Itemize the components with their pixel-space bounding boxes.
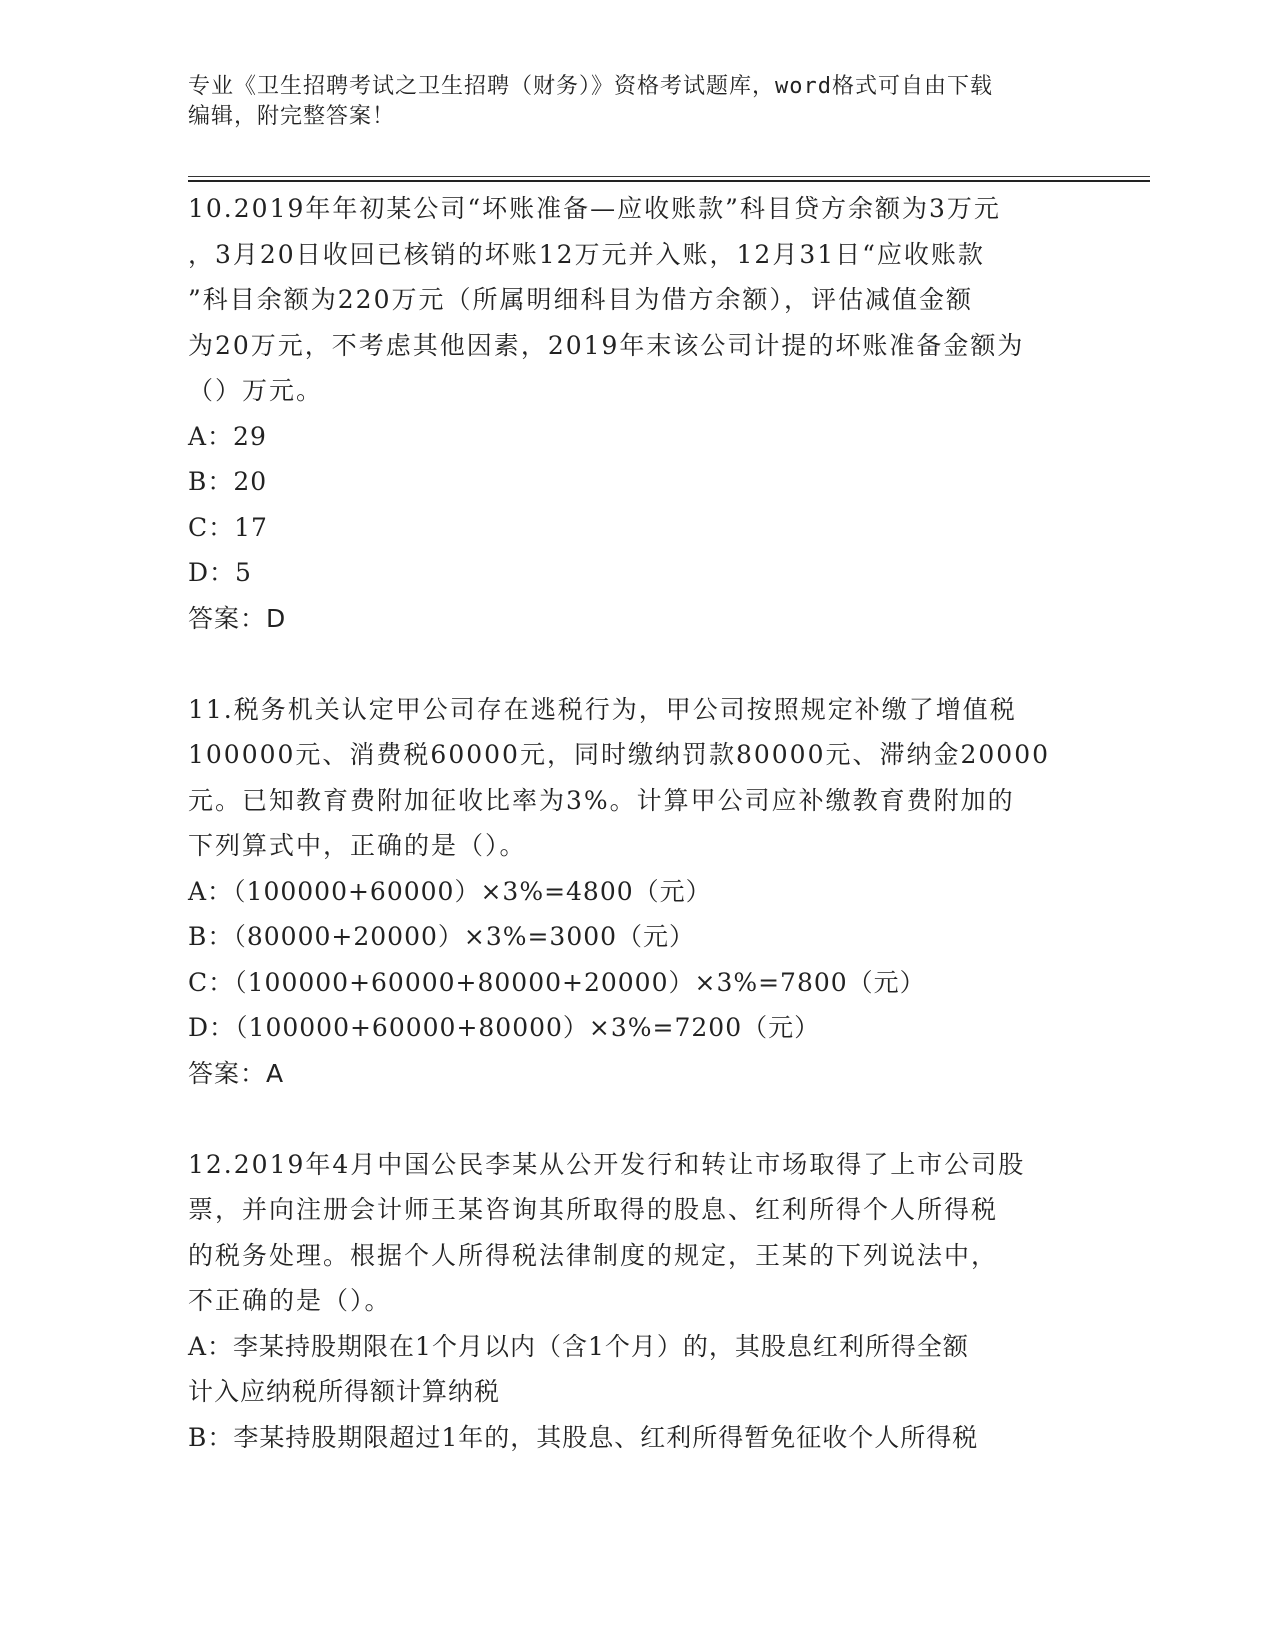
question-list: [188, 186, 1088, 1460]
document-header: [188, 72, 1078, 132]
question-stem-line: ，3月20日收回已核销的坏账12万元并入账，12月31日“应收账款: [188, 239, 985, 269]
question-stem-line: 下列算式中，正确的是（）。: [188, 831, 527, 860]
question-stem-line: （）万元。: [188, 376, 324, 405]
question-stem-line: 11.税务机关认定甲公司存在逃税行为，甲公司按照规定补缴了增值税: [188, 694, 1017, 724]
option-b: B：李某持股期限超过1年的，其股息、红利所得暂免征收个人所得税: [188, 1422, 979, 1452]
answer-label: 答案：A: [188, 1058, 285, 1088]
option-a: A：（100000+60000）×3%=4800（元）: [188, 876, 712, 906]
header-divider-thin: [188, 176, 1150, 177]
question-spacer: [188, 641, 1088, 687]
question-stem-line: 12.2019年4月中国公民李某从公开发行和转让市场取得了上市公司股: [188, 1149, 1026, 1179]
option-d: D：5: [188, 558, 252, 587]
question-stem-line: 为20万元，不考虑其他因素，2019年末该公司计提的坏账准备金额为: [188, 330, 1025, 360]
question-11: [188, 687, 1088, 1097]
option-b: B：20: [188, 467, 268, 496]
option-b: B：（80000+20000）×3%=3000（元）: [188, 922, 696, 951]
header-line: 编辑，附完整答案！: [188, 104, 396, 129]
option-c: C：17: [188, 512, 268, 542]
option-a: A：李某持股期限在1个月以内（含1个月）的，其股息红利所得全额: [188, 1331, 969, 1361]
question-spacer: [188, 1096, 1088, 1142]
header-line: 专业《卫生招聘考试之卫生招聘（财务）》资格考试题库，word格式可自由下载: [188, 74, 993, 99]
question-stem-line: 的税务处理。根据个人所得税法律制度的规定，王某的下列说法中，: [188, 1240, 999, 1270]
question-stem-line: 10.2019年年初某公司“坏账准备—应收账款”科目贷方余额为3万元: [188, 194, 1001, 223]
option-a-continuation: 计入应纳税所得额计算纳税: [188, 1377, 501, 1406]
option-c: C：（100000+60000+80000+20000）×3%=7800（元）: [188, 967, 926, 997]
answer-label: 答案：D: [188, 603, 287, 633]
header-divider-thick: [188, 180, 1150, 182]
question-stem-line: 票，并向注册会计师王某咨询其所取得的股息、红利所得个人所得税: [188, 1195, 999, 1224]
question-stem-line: 不正确的是（）。: [188, 1286, 392, 1315]
question-12: [188, 1142, 1088, 1461]
option-a: A：29: [188, 421, 267, 451]
question-10: [188, 186, 1088, 641]
question-stem-line: ”科目余额为220万元（所属明细科目为借方余额），评估减值金额: [188, 285, 974, 314]
option-d: D：（100000+60000+80000）×3%=7200（元）: [188, 1013, 821, 1042]
question-stem-line: 100000元、消费税60000元，同时缴纳罚款80000元、滞纳金20000: [188, 740, 1051, 769]
question-stem-line: 元。已知教育费附加征收比率为3%。计算甲公司应补缴教育费附加的: [188, 785, 1015, 815]
